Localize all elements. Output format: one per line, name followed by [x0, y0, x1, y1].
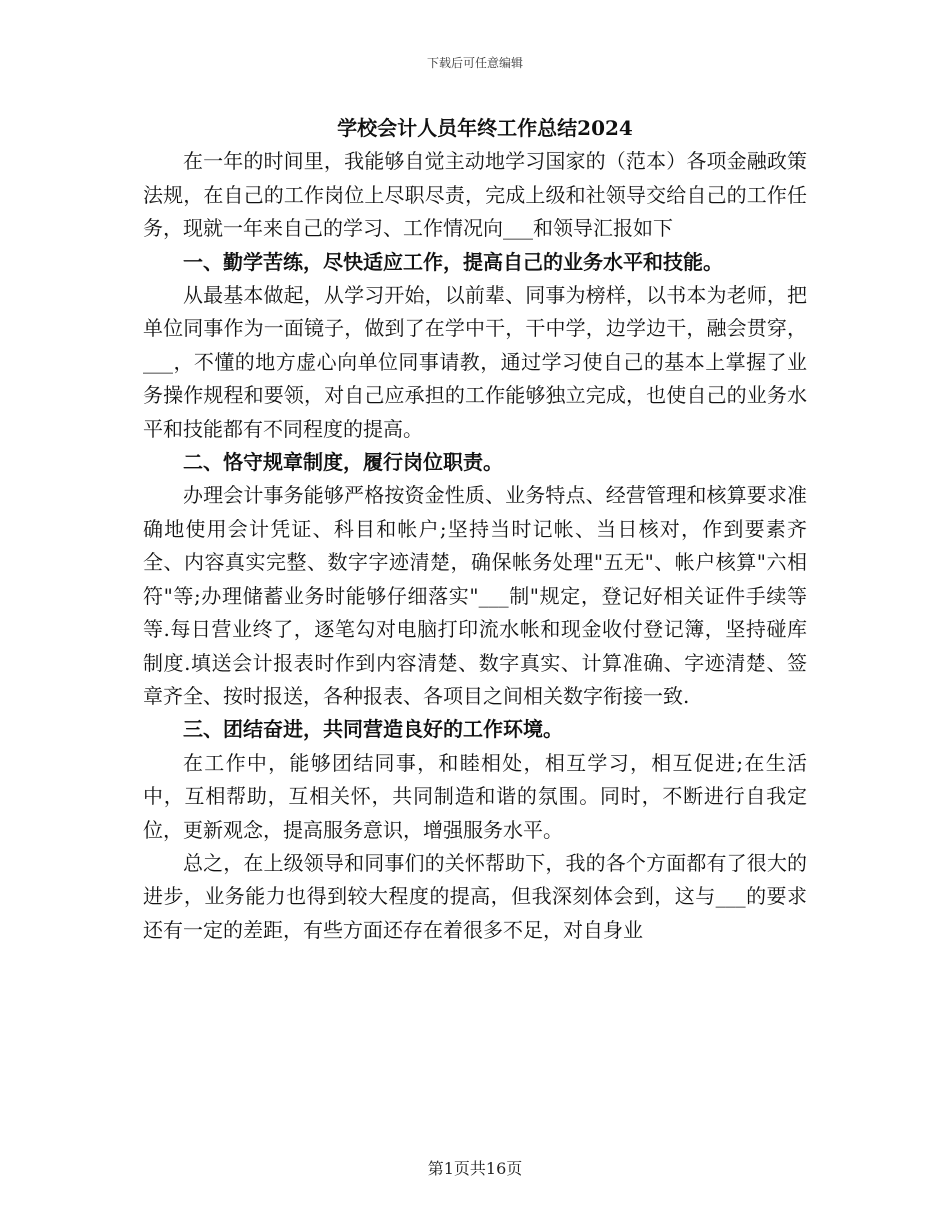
section-3-heading: 三、团结奋进，共同营造良好的工作环境。: [183, 717, 563, 742]
document-title: 学校会计人员年终工作总结2024: [337, 116, 633, 140]
document-body: [143, 112, 807, 947]
page-number-footer: 第1页共16页: [427, 1159, 523, 1178]
section-3-body: 在工作中，能够团结同事，和睦相处，相互学习，相互促进;在生活中，互相帮助，互相关怀，共同制造和谐的氛围。同时，不断进行自我定位，更新观念，提高服务意识，增强服务水平。: [143, 750, 807, 842]
header-note: 下载后可任意编辑: [426, 56, 523, 70]
section-2-body: 办理会计事务能够严格按资金性质、业务特点、经营管理和核算要求准确地使用会计凭证、科目和帐户;坚持当时记帐、当日核对，作到要素齐全、内容真实完整、数字字迹清楚，确保帐务处理"五无"、帐户核算"六相符"等;办理储蓄业务时能够仔细落实"___制"规定，登记好相关证件手续等等.每日营业终了，逐笔勾对电脑打印流水帐和现金收付登记簿，坚持碰库制度.填送会计报表时作到内容清楚、数字真实、计算准确、字迹清楚、签章齐全、按时报送，各种报表、各项目之间相关数字衔接一致.: [143, 483, 807, 708]
conclusion-paragraph: 总之，在上级领导和同事们的关怀帮助下，我的各个方面都有了很大的进步，业务能力也得到较大程度的提高，但我深刻体会到，这与___的要求还有一定的差距，有些方面还存在着很多不足，对自身业: [143, 850, 807, 942]
section-2-heading: 二、恪守规章制度，履行岗位职责。: [183, 450, 503, 475]
section-1-body: 从最基本做起，从学习开始，以前辈、同事为榜样，以书本为老师，把单位同事作为一面镜子，做到了在学中干，干中学，边学边干，融会贯穿，___，不懂的地方虚心向单位同事请教，通过学习使自己的基本上掌握了业务操作规程和要领，对自己应承担的工作能够独立完成，也使自己的业务水平和技能都有不同程度的提高。: [143, 283, 807, 441]
section-1-heading: 一、勤学苦练，尽快适应工作，提高自己的业务水平和技能。: [183, 249, 723, 274]
intro-paragraph: 在一年的时间里，我能够自觉主动地学习国家的（范本）各项金融政策法规，在自己的工作岗位上尽职尽责，完成上级和社领导交给自己的工作任务，现就一年来自己的学习、工作情况向___和领导汇报如下: [143, 149, 807, 241]
